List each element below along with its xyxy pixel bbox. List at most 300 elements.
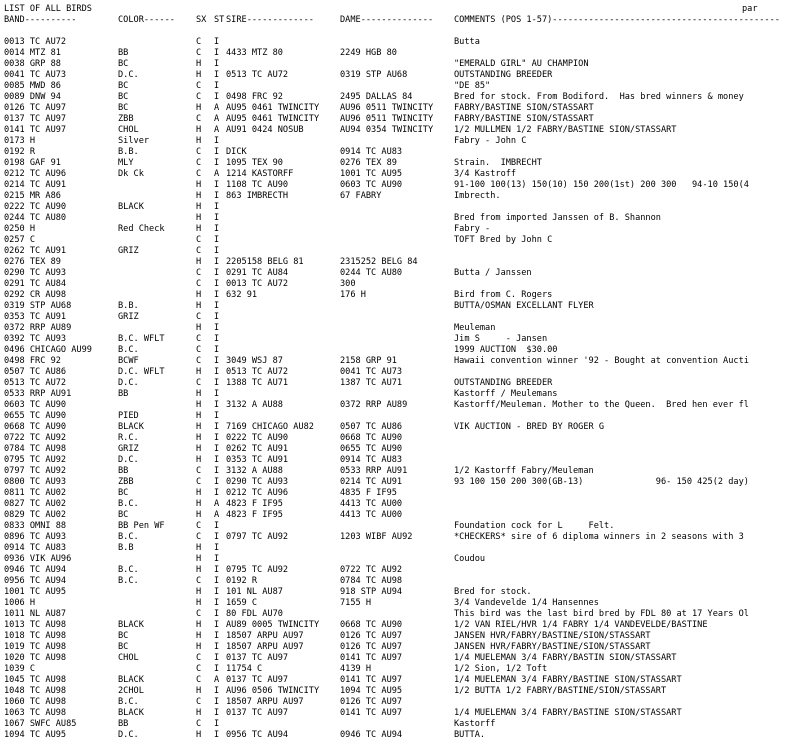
cell-st: I bbox=[214, 158, 220, 168]
cell-sire: 18507 ARPU AU97 bbox=[226, 697, 304, 707]
cell-st: I bbox=[214, 92, 220, 102]
cell-band: 0784 TC AU98 bbox=[4, 444, 67, 454]
cell-dame: 0946 TC AU94 bbox=[340, 730, 403, 740]
cell-st: I bbox=[214, 246, 220, 256]
cell-st: A bbox=[214, 169, 220, 179]
cell-band: 1001 TC AU95 bbox=[4, 587, 67, 597]
cell-st: I bbox=[214, 466, 220, 476]
cell-comments: FABRY/BASTINE SION/STASSART bbox=[454, 114, 594, 124]
cell-sx: C bbox=[196, 147, 202, 157]
cell-color: BC bbox=[118, 59, 129, 69]
cell-comments: Butta bbox=[454, 37, 480, 47]
cell-sire: 3132 A AU88 bbox=[226, 400, 283, 410]
cell-band: 1063 TC AU98 bbox=[4, 708, 67, 718]
cell-st: I bbox=[214, 543, 220, 553]
cell-color: D.C. bbox=[118, 455, 139, 465]
cell-band: 1060 TC AU98 bbox=[4, 697, 67, 707]
cell-comments: This bird was the last bird bred by FDL 80 at 17 Years Ol bbox=[454, 609, 749, 619]
cell-band: 0038 GRP 88 bbox=[4, 59, 61, 69]
cell-sire: 3049 WSJ 87 bbox=[226, 356, 283, 366]
cell-st: A bbox=[214, 114, 220, 124]
cell-st: I bbox=[214, 301, 220, 311]
cell-dame: 1001 TC AU95 bbox=[340, 169, 403, 179]
cell-st: I bbox=[214, 642, 220, 652]
cell-sx: C bbox=[196, 92, 202, 102]
cell-color: BLACK bbox=[118, 620, 144, 630]
cell-color: BC bbox=[118, 510, 129, 520]
cell-band: 0533 RRP AU91 bbox=[4, 389, 72, 399]
cell-band: 1045 TC AU98 bbox=[4, 675, 67, 685]
cell-color: BLACK bbox=[118, 675, 144, 685]
cell-band: 0085 MWD 86 bbox=[4, 81, 61, 91]
cell-color: BC bbox=[118, 103, 129, 113]
cell-band: 0014 MTZ 81 bbox=[4, 48, 61, 58]
cell-sx: H bbox=[196, 422, 202, 432]
cell-comments: Coudou bbox=[454, 554, 486, 564]
cell-color: GRIZ bbox=[118, 246, 139, 256]
cell-band: 0829 TC AU02 bbox=[4, 510, 67, 520]
cell-band: 0353 TC AU91 bbox=[4, 312, 67, 322]
cell-color: BLACK bbox=[118, 708, 144, 718]
column-header-row bbox=[4, 15, 780, 26]
cell-dame: 0276 TEX 89 bbox=[340, 158, 397, 168]
header-comments: COMMENTS (POS 1-57)-------------------------------------------- bbox=[454, 15, 780, 25]
cell-dame: 0126 TC AU97 bbox=[340, 631, 403, 641]
cell-sx: C bbox=[196, 466, 202, 476]
cell-sx: H bbox=[196, 59, 202, 69]
cell-sx: C bbox=[196, 48, 202, 58]
cell-sire: 1388 TC AU71 bbox=[226, 378, 289, 388]
cell-sx: C bbox=[196, 334, 202, 344]
cell-st: I bbox=[214, 367, 220, 377]
cell-sire: 1108 TC AU90 bbox=[226, 180, 289, 190]
cell-band: 1019 TC AU98 bbox=[4, 642, 67, 652]
cell-st: I bbox=[214, 180, 220, 190]
cell-band: 0722 TC AU92 bbox=[4, 433, 67, 443]
cell-band: 0173 H bbox=[4, 136, 36, 146]
cell-comments: 1999 AUCTION $30.00 bbox=[454, 345, 558, 355]
cell-band: 1011 NL AU87 bbox=[4, 609, 67, 619]
cell-band: 0141 TC AU97 bbox=[4, 125, 67, 135]
cell-sire: AU95 0461 TWINCITY bbox=[226, 114, 320, 124]
cell-sx: H bbox=[196, 125, 202, 135]
cell-band: 0896 TC AU93 bbox=[4, 532, 67, 542]
cell-st: I bbox=[214, 433, 220, 443]
cell-comments: "EMERALD GIRL" AU CHAMPION bbox=[454, 59, 589, 69]
cell-color: Red Check bbox=[118, 224, 165, 234]
cell-sx: C bbox=[196, 37, 202, 47]
cell-sx: H bbox=[196, 411, 202, 421]
cell-sx: H bbox=[196, 180, 202, 190]
cell-sire: 2205158 BELG 81 bbox=[226, 257, 304, 267]
cell-dame: 0214 TC AU91 bbox=[340, 477, 403, 487]
cell-band: 0668 TC AU90 bbox=[4, 422, 67, 432]
cell-color: B.C. bbox=[118, 499, 139, 509]
cell-color: BC bbox=[118, 92, 129, 102]
cell-dame: 0668 TC AU90 bbox=[340, 620, 403, 630]
cell-st: I bbox=[214, 48, 220, 58]
cell-comments: 1/2 Kastorff Fabry/Meuleman bbox=[454, 466, 594, 476]
cell-comments: 1/4 MUELEMAN 3/4 FABRY/BASTIN SION/STASSART bbox=[454, 653, 677, 663]
cell-st: I bbox=[214, 70, 220, 80]
cell-st: I bbox=[214, 422, 220, 432]
cell-sire: 3132 A AU88 bbox=[226, 466, 283, 476]
cell-sire: 0192 R bbox=[226, 576, 258, 586]
cell-sx: C bbox=[196, 521, 202, 531]
cell-sx: H bbox=[196, 103, 202, 113]
cell-band: 0811 TC AU02 bbox=[4, 488, 67, 498]
cell-st: I bbox=[214, 37, 220, 47]
cell-comments: 93 100 150 200 300(GB-13) 96- 150 425(2 day) bbox=[454, 477, 749, 487]
cell-color: BC bbox=[118, 642, 129, 652]
cell-dame: AU96 0511 TWINCITY bbox=[340, 114, 434, 124]
cell-sx: H bbox=[196, 400, 202, 410]
cell-dame: 0668 TC AU90 bbox=[340, 433, 403, 443]
cell-st: I bbox=[214, 191, 220, 201]
cell-band: 0498 FRC 92 bbox=[4, 356, 61, 366]
cell-st: I bbox=[214, 620, 220, 630]
cell-sx: H bbox=[196, 708, 202, 718]
cell-st: I bbox=[214, 488, 220, 498]
cell-color: BLACK bbox=[118, 202, 144, 212]
cell-sire: 4823 F IF95 bbox=[226, 499, 283, 509]
cell-dame: 2158 GRP 91 bbox=[340, 356, 397, 366]
cell-sire: AU95 0461 TWINCITY bbox=[226, 103, 320, 113]
cell-comments: Fabry - John C bbox=[454, 136, 527, 146]
cell-color: B.C. WFLT bbox=[118, 334, 165, 344]
cell-comments: Bird from C. Rogers bbox=[454, 290, 553, 300]
cell-sire: 0262 TC AU91 bbox=[226, 444, 289, 454]
cell-comments: 3/4 Kastroff bbox=[454, 169, 517, 179]
cell-st: I bbox=[214, 290, 220, 300]
cell-color: GRIZ bbox=[118, 444, 139, 454]
cell-comments: JANSEN HVR/FABRY/BASTINE/SION/STASSART bbox=[454, 642, 651, 652]
cell-dame: 0141 TC AU97 bbox=[340, 675, 403, 685]
cell-sx: H bbox=[196, 455, 202, 465]
cell-sire: 0137 TC AU97 bbox=[226, 653, 289, 663]
cell-dame: 0507 TC AU86 bbox=[340, 422, 403, 432]
cell-sire: 101 NL AU87 bbox=[226, 587, 283, 597]
cell-sire: 0956 TC AU94 bbox=[226, 730, 289, 740]
cell-dame: 0141 TC AU97 bbox=[340, 708, 403, 718]
cell-st: I bbox=[214, 697, 220, 707]
cell-comments: 1/2 MULLMEN 1/2 FABRY/BASTINE SION/STASSART bbox=[454, 125, 677, 135]
cell-sx: C bbox=[196, 675, 202, 685]
cell-band: 0372 RRP AU89 bbox=[4, 323, 72, 333]
cell-band: 0936 VIK AU96 bbox=[4, 554, 72, 564]
cell-sx: C bbox=[196, 697, 202, 707]
cell-st: I bbox=[214, 664, 220, 674]
cell-st: I bbox=[214, 356, 220, 366]
cell-st: I bbox=[214, 587, 220, 597]
cell-color: CHOL bbox=[118, 125, 139, 135]
cell-sx: C bbox=[196, 114, 202, 124]
cell-sire: 1659 C bbox=[226, 598, 258, 608]
cell-sx: H bbox=[196, 510, 202, 520]
cell-dame: 0126 TC AU97 bbox=[340, 697, 403, 707]
report-title-line bbox=[4, 4, 758, 15]
cell-sire: 11754 C bbox=[226, 664, 263, 674]
cell-band: 0215 MR A86 bbox=[4, 191, 61, 201]
cell-sire: 0513 TC AU72 bbox=[226, 367, 289, 377]
cell-sx: H bbox=[196, 136, 202, 146]
cell-sire: 4823 F IF95 bbox=[226, 510, 283, 520]
cell-comments: Meuleman bbox=[454, 323, 496, 333]
cell-sx: C bbox=[196, 81, 202, 91]
cell-st: I bbox=[214, 444, 220, 454]
cell-st: I bbox=[214, 521, 220, 531]
header-sire: SIRE------------- bbox=[226, 15, 314, 25]
cell-color: BB bbox=[118, 48, 129, 58]
cell-sx: H bbox=[196, 323, 202, 333]
cell-band: 1067 SWFC AU85 bbox=[4, 719, 77, 729]
cell-color: CHOL bbox=[118, 653, 139, 663]
cell-sx: H bbox=[196, 565, 202, 575]
cell-band: 0244 TC AU80 bbox=[4, 213, 67, 223]
cell-sx: H bbox=[196, 488, 202, 498]
cell-sx: H bbox=[196, 620, 202, 630]
cell-band: 0914 TC AU83 bbox=[4, 543, 67, 553]
cell-comments: Kastorff / Meulemans bbox=[454, 389, 558, 399]
cell-dame: 4835 F IF95 bbox=[340, 488, 397, 498]
cell-color: BLACK bbox=[118, 422, 144, 432]
cell-dame: 0372 RRP AU89 bbox=[340, 400, 408, 410]
cell-sx: H bbox=[196, 202, 202, 212]
cell-comments: 91-100 100(13) 150(10) 150 200(1st) 200 300 94-10 150(4 bbox=[454, 180, 749, 190]
cell-comments: *CHECKERS* sire of 6 diploma winners in 2 seasons with 3 bbox=[454, 532, 744, 542]
cell-sire: 0291 TC AU84 bbox=[226, 268, 289, 278]
cell-sx: H bbox=[196, 631, 202, 641]
cell-band: 1006 H bbox=[4, 598, 36, 608]
cell-st: I bbox=[214, 224, 220, 234]
cell-sx: C bbox=[196, 719, 202, 729]
cell-color: BCWF bbox=[118, 356, 139, 366]
cell-color: GRIZ bbox=[118, 312, 139, 322]
cell-sx: H bbox=[196, 367, 202, 377]
cell-comments: 1/2 Sion, 1/2 Toft bbox=[454, 664, 548, 674]
cell-sire: 863 IMBRECTH bbox=[226, 191, 289, 201]
cell-dame: 0244 TC AU80 bbox=[340, 268, 403, 278]
cell-sire: DICK bbox=[226, 147, 247, 157]
cell-color: B.C. bbox=[118, 697, 139, 707]
cell-comments: 1/2 BUTTA 1/2 FABRY/BASTINE/SION/STASSART bbox=[454, 686, 667, 696]
cell-band: 0603 TC AU90 bbox=[4, 400, 67, 410]
cell-st: I bbox=[214, 81, 220, 91]
cell-st: I bbox=[214, 708, 220, 718]
cell-sx: H bbox=[196, 642, 202, 652]
cell-band: 0827 TC AU02 bbox=[4, 499, 67, 509]
cell-band: 1018 TC AU98 bbox=[4, 631, 67, 641]
cell-st: I bbox=[214, 389, 220, 399]
cell-dame: 1094 TC AU95 bbox=[340, 686, 403, 696]
cell-sire: 0137 TC AU97 bbox=[226, 708, 289, 718]
cell-dame: 0722 TC AU92 bbox=[340, 565, 403, 575]
cell-sire: 0290 TC AU93 bbox=[226, 477, 289, 487]
cell-sx: H bbox=[196, 686, 202, 696]
cell-sx: C bbox=[196, 345, 202, 355]
cell-band: 0137 TC AU97 bbox=[4, 114, 67, 124]
cell-sx: H bbox=[196, 213, 202, 223]
header-band: BAND---------- bbox=[4, 15, 77, 25]
cell-dame: 67 FABRY bbox=[340, 191, 382, 201]
cell-band: 1039 C bbox=[4, 664, 36, 674]
cell-dame: 2495 DALLAS 84 bbox=[340, 92, 413, 102]
cell-dame: AU94 0354 TWINCITY bbox=[340, 125, 434, 135]
cell-st: I bbox=[214, 411, 220, 421]
cell-sx: C bbox=[196, 477, 202, 487]
cell-band: 0956 TC AU94 bbox=[4, 576, 67, 586]
cell-st: I bbox=[214, 400, 220, 410]
cell-comments: JANSEN HVR/FABRY/BASTINE/SION/STASSART bbox=[454, 631, 651, 641]
cell-dame: 0655 TC AU90 bbox=[340, 444, 403, 454]
cell-color: D.C. bbox=[118, 730, 139, 740]
cell-comments: Butta / Janssen bbox=[454, 268, 532, 278]
report-right-tag: par bbox=[742, 4, 758, 14]
cell-color: BC bbox=[118, 488, 129, 498]
cell-sire: 0137 TC AU97 bbox=[226, 675, 289, 685]
cell-band: 1020 TC AU98 bbox=[4, 653, 67, 663]
cell-band: 0795 TC AU92 bbox=[4, 455, 67, 465]
cell-band: 0392 TC AU93 bbox=[4, 334, 67, 344]
cell-st: A bbox=[214, 675, 220, 685]
cell-color: BC bbox=[118, 631, 129, 641]
cell-comments: BUTTA. bbox=[454, 730, 486, 740]
cell-color: ZBB bbox=[118, 114, 134, 124]
cell-comments: Kastorff bbox=[454, 719, 496, 729]
cell-st: I bbox=[214, 609, 220, 619]
cell-st: I bbox=[214, 147, 220, 157]
cell-sire: 0795 TC AU92 bbox=[226, 565, 289, 575]
cell-sx: C bbox=[196, 312, 202, 322]
cell-color: D.C. WFLT bbox=[118, 367, 165, 377]
cell-st: A bbox=[214, 499, 220, 509]
cell-band: 0276 TEX 89 bbox=[4, 257, 61, 267]
cell-band: 0212 TC AU96 bbox=[4, 169, 67, 179]
cell-color: PIED bbox=[118, 411, 139, 421]
header-st: ST bbox=[214, 15, 225, 25]
cell-dame: 0533 RRP AU91 bbox=[340, 466, 408, 476]
cell-color: B.B bbox=[118, 543, 134, 553]
cell-st: I bbox=[214, 598, 220, 608]
cell-comments: FABRY/BASTINE SION/STASSART bbox=[454, 103, 594, 113]
cell-sx: H bbox=[196, 554, 202, 564]
cell-color: BB bbox=[118, 466, 129, 476]
header-sx: SX bbox=[196, 15, 207, 25]
cell-comments: 3/4 Vandevelde 1/4 Hansennes bbox=[454, 598, 599, 608]
cell-sx: C bbox=[196, 235, 202, 245]
cell-band: 0946 TC AU94 bbox=[4, 565, 67, 575]
cell-dame: 2315252 BELG 84 bbox=[340, 257, 418, 267]
cell-color: R.C. bbox=[118, 433, 139, 443]
cell-st: I bbox=[214, 345, 220, 355]
cell-sx: C bbox=[196, 609, 202, 619]
cell-sire: 4433 MTZ 80 bbox=[226, 48, 283, 58]
cell-st: I bbox=[214, 378, 220, 388]
cell-comments: 1/2 VAN RIEL/HVR 1/4 FABRY 1/4 VANDEVELDE/BASTINE bbox=[454, 620, 708, 630]
cell-color: BB bbox=[118, 389, 129, 399]
cell-band: 0292 CR AU98 bbox=[4, 290, 67, 300]
cell-sx: H bbox=[196, 543, 202, 553]
cell-st: I bbox=[214, 719, 220, 729]
cell-st: I bbox=[214, 532, 220, 542]
cell-sx: C bbox=[196, 279, 202, 289]
cell-dame: 0126 TC AU97 bbox=[340, 642, 403, 652]
cell-st: I bbox=[214, 279, 220, 289]
cell-sx: C bbox=[196, 356, 202, 366]
cell-sire: 0513 TC AU72 bbox=[226, 70, 289, 80]
cell-color: B.C. bbox=[118, 576, 139, 586]
cell-band: 0319 STP AU68 bbox=[4, 301, 72, 311]
cell-sx: H bbox=[196, 598, 202, 608]
cell-st: I bbox=[214, 59, 220, 69]
cell-dame: AU96 0511 TWINCITY bbox=[340, 103, 434, 113]
cell-sire: 0353 TC AU91 bbox=[226, 455, 289, 465]
cell-dame: 7155 H bbox=[340, 598, 372, 608]
cell-st: I bbox=[214, 312, 220, 322]
cell-color: Dk Ck bbox=[118, 169, 144, 179]
cell-comments: Bred for stock. From Bodiford. Has bred winners & money bbox=[454, 92, 744, 102]
cell-st: I bbox=[214, 323, 220, 333]
cell-color: D.C. bbox=[118, 70, 139, 80]
cell-color: Silver bbox=[118, 136, 150, 146]
cell-color: ZBB bbox=[118, 477, 134, 487]
cell-st: I bbox=[214, 334, 220, 344]
cell-dame: 0141 TC AU97 bbox=[340, 653, 403, 663]
cell-sx: H bbox=[196, 70, 202, 80]
cell-band: 0013 TC AU72 bbox=[4, 37, 67, 47]
cell-band: 0262 TC AU91 bbox=[4, 246, 67, 256]
cell-band: 0507 TC AU86 bbox=[4, 367, 67, 377]
cell-dame: 1203 WIBF AU92 bbox=[340, 532, 413, 542]
cell-comments: Bred from imported Janssen of B. Shannon bbox=[454, 213, 661, 223]
cell-color: B.B. bbox=[118, 301, 139, 311]
cell-comments: TOFT Bred by John C bbox=[454, 235, 553, 245]
cell-sx: C bbox=[196, 664, 202, 674]
cell-st: I bbox=[214, 235, 220, 245]
cell-color: B.C. bbox=[118, 532, 139, 542]
cell-st: I bbox=[214, 565, 220, 575]
cell-band: 0198 GAF 91 bbox=[4, 158, 61, 168]
header-dame: DAME-------------- bbox=[340, 15, 434, 25]
cell-sx: C bbox=[196, 653, 202, 663]
cell-dame: 4413 TC AU00 bbox=[340, 499, 403, 509]
cell-sx: H bbox=[196, 730, 202, 740]
cell-dame: 0041 TC AU73 bbox=[340, 367, 403, 377]
cell-sire: 18507 ARPU AU97 bbox=[226, 631, 304, 641]
cell-band: 0214 TC AU91 bbox=[4, 180, 67, 190]
cell-dame: 1387 TC AU71 bbox=[340, 378, 403, 388]
cell-band: 0192 R bbox=[4, 147, 36, 157]
cell-sire: 80 FDL AU70 bbox=[226, 609, 283, 619]
cell-sire: 1095 TEX 90 bbox=[226, 158, 283, 168]
cell-dame: 918 STP AU94 bbox=[340, 587, 403, 597]
report-title: LIST OF ALL BIRDS bbox=[4, 4, 92, 14]
cell-st: A bbox=[214, 510, 220, 520]
cell-st: A bbox=[214, 125, 220, 135]
cell-sx: C bbox=[196, 158, 202, 168]
cell-st: I bbox=[214, 576, 220, 586]
cell-sx: C bbox=[196, 576, 202, 586]
cell-sx: H bbox=[196, 444, 202, 454]
cell-band: 0089 DNW 94 bbox=[4, 92, 61, 102]
cell-st: I bbox=[214, 268, 220, 278]
cell-dame: 0784 TC AU98 bbox=[340, 576, 403, 586]
cell-dame: 0914 TC AU83 bbox=[340, 455, 403, 465]
cell-comments: Imbrecth. bbox=[454, 191, 501, 201]
cell-dame: 300 bbox=[340, 279, 356, 289]
cell-comments: Kastorff/Meuleman. Mother to the Queen. Bred hen ever fl bbox=[454, 400, 749, 410]
cell-sx: C bbox=[196, 268, 202, 278]
